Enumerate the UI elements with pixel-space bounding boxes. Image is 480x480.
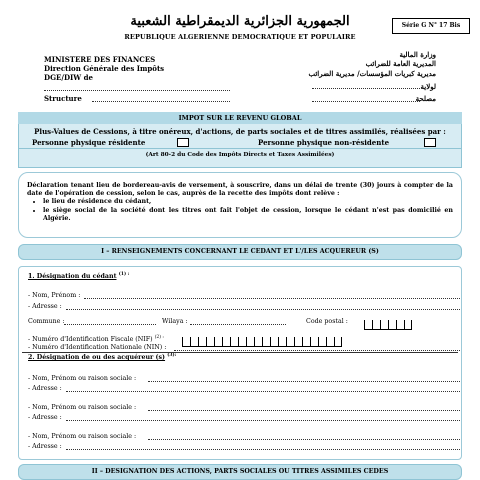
acquereur-2-adresse-label: - Adresse : [28, 414, 62, 421]
code-postal-label: Code postal : [306, 318, 348, 325]
wilaya-ar-label: لولاية [420, 82, 436, 91]
acquereur-3-nom-row [28, 433, 136, 440]
cedant-adresse-row [28, 303, 62, 310]
direction-label: Direction Générale des Impôts [44, 64, 165, 73]
section-1-header: I – RENSEIGNEMENTS CONCERNANT LE CEDANT ET L'/LES ACQUEREUR (S) [18, 244, 462, 260]
service-ar-dotted-line[interactable] [312, 101, 420, 102]
structure-label: Structure [44, 94, 82, 103]
wilaya-row [162, 318, 188, 325]
acquereur-1-nom-field[interactable] [148, 381, 460, 382]
acquereur-3-adresse-label: - Adresse : [28, 443, 62, 450]
non-resident-checkbox[interactable] [424, 138, 436, 147]
wilaya-ar-dotted-line[interactable] [312, 88, 420, 89]
acquereur-3-adresse-field[interactable] [66, 449, 460, 450]
resident-checkbox[interactable] [177, 138, 189, 147]
option-resident-label: Personne physique résidente [32, 138, 146, 147]
nin-row [28, 344, 166, 351]
french-republic-title: REPUBLIQUE ALGERIENNE DEMOCRATIQUE ET POPULAIRE [124, 33, 356, 41]
section-2-header: II – DESIGNATION DES ACTIONS, PARTS SOCIALES OU TITRES ASSIMILES CEDES [18, 464, 462, 480]
direction-ar-label: المديرية العامة للضرائب [365, 59, 436, 68]
cedant-adresse-label: - Adresse : [28, 303, 62, 310]
dge-ar-label: مديرية كبريات المؤسسات/ مديرية الضرائب [308, 69, 436, 78]
declaration-text: Déclaration tenant lieu de bordereau-avis de versement, à souscrire, dans un délai de trente (30) jours à compter de la date de l'opération de cession, selon le cas, auprès de la recette des impôts dont relève : [27, 182, 453, 198]
acquereur-heading [28, 353, 176, 361]
cedant-nom-row [28, 292, 80, 299]
section-1-frame [18, 266, 462, 460]
nif-note: (2) : [154, 335, 164, 340]
cedant-adresse-field[interactable] [66, 309, 460, 310]
code-postal-cells[interactable] [364, 315, 412, 334]
acquereur-2-nom-field[interactable] [148, 410, 460, 411]
commune-field[interactable] [64, 324, 156, 325]
acquereur-1-adresse-field[interactable] [66, 391, 460, 392]
acquereur-1-nom-label: - Nom, Prénom ou raison sociale : [28, 375, 137, 382]
cedant-nom-label: - Nom, Prénom : [28, 292, 81, 299]
declaration-box [18, 172, 462, 238]
acquereur-note: (3): [167, 353, 177, 358]
serie-badge: Série G N° 17 Bis [392, 18, 470, 34]
acquereur-2-adresse-field[interactable] [66, 420, 460, 421]
cedant-heading-label: 1. Désignation du cédant [28, 273, 117, 281]
acquereur-3-adresse-row [28, 443, 62, 450]
acquereur-3-nom-field[interactable] [148, 439, 460, 440]
acquereur-2-adresse-row [28, 414, 62, 421]
dge-dotted-line [44, 90, 230, 91]
nin-field[interactable] [174, 350, 460, 351]
option-resident [32, 138, 145, 147]
acquereur-2-nom-row [28, 404, 136, 411]
nif-label: - Numéro d'Identification Fiscale (NIF) [28, 336, 153, 344]
nif-row [28, 335, 164, 343]
impot-title: IMPOT SUR LE REVENU GLOBAL [18, 112, 462, 124]
ministry-label: MINISTERE DES FINANCES [44, 55, 156, 64]
cedant-heading [28, 272, 129, 280]
cedant-nom-field[interactable] [84, 298, 460, 299]
impot-subtitle: Plus-Values de Cessions, à titre onéreux, d'actions, de parts sociales et de titres assimilés, réalisées par : [34, 127, 446, 136]
section-1-inner-divider [22, 352, 458, 353]
dge-label: DGE/DIW de [44, 73, 93, 82]
nif-cells[interactable] [182, 332, 342, 351]
article-reference: (Art 80-2 du Code des Impôts Directs et Taxes Assimilées) [145, 152, 335, 158]
cedant-note: (1) : [118, 272, 130, 277]
declaration-bullet: • le siège social de la société dont les titres ont fait l'objet de cession, lorsque le cédant n'est pas domicilié en Algérie. [43, 207, 453, 223]
nin-label: - Numéro d'Identification Nationale (NIN) : [28, 344, 167, 351]
acquereur-1-adresse-label: - Adresse : [28, 385, 62, 392]
option-non-resident [258, 138, 389, 147]
wilaya-label: Wilaya : [162, 318, 188, 325]
ministry-ar-label: وزارة المالية [399, 50, 436, 59]
declaration-bullet: • le lieu de résidence du cédant, [43, 198, 453, 206]
impot-divider [18, 148, 462, 149]
acquereur-heading-label: 2. Désignation de ou des acquéreur (s) [28, 354, 166, 362]
acquereur-3-nom-label: - Nom, Prénom ou raison sociale : [28, 433, 137, 440]
commune-row [28, 318, 65, 325]
code-postal-row [306, 318, 348, 325]
commune-label: Commune : [28, 318, 65, 325]
option-non-resident-label: Personne physique non-résidente [258, 138, 390, 147]
acquereur-2-nom-label: - Nom, Prénom ou raison sociale : [28, 404, 137, 411]
structure-dotted-line[interactable] [92, 101, 230, 102]
arabic-republic-title: الجمهورية الجزائرية الديمقراطية الشعبية [130, 14, 350, 29]
acquereur-1-adresse-row [28, 385, 62, 392]
acquereur-1-nom-row [28, 375, 136, 382]
wilaya-field[interactable] [190, 324, 286, 325]
service-ar-label: مصلحة [415, 94, 436, 103]
